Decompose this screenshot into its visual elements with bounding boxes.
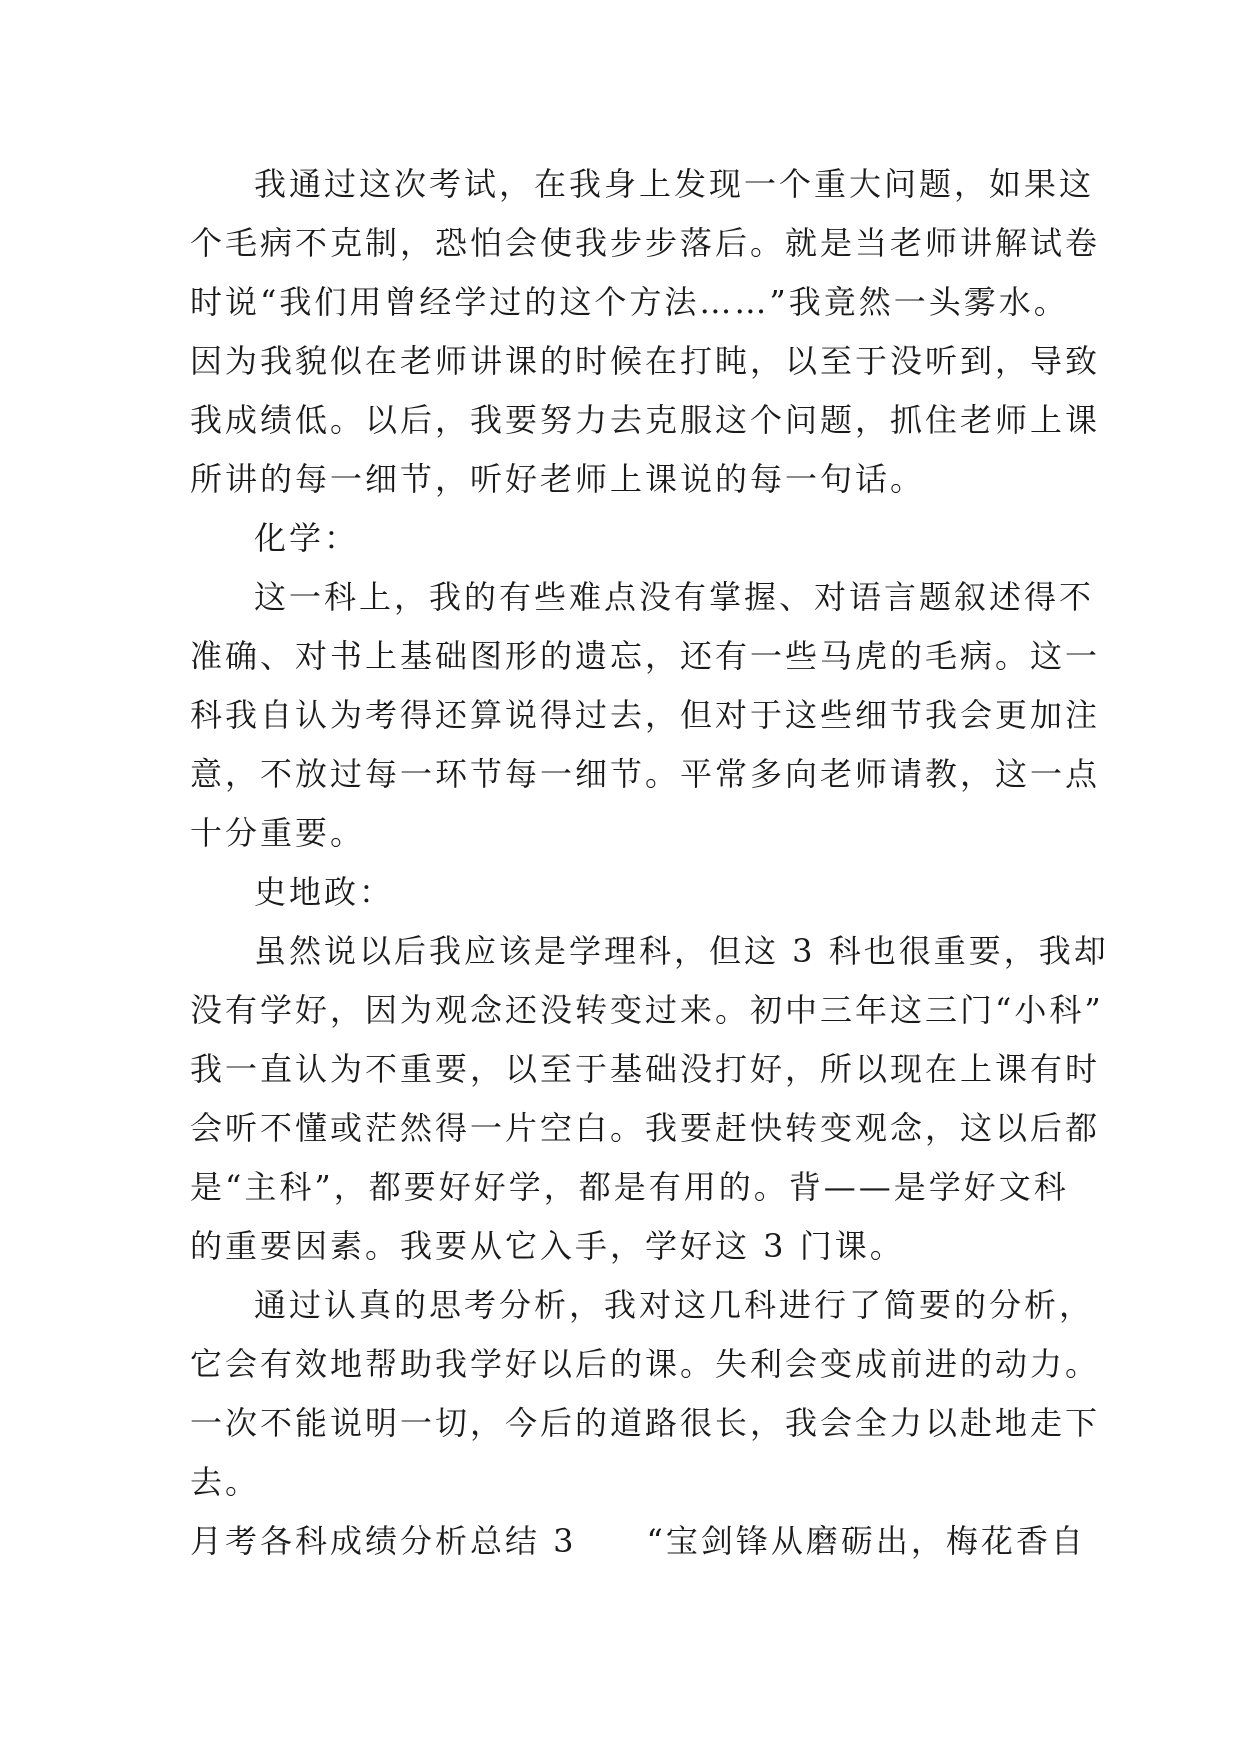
text-line: 我成绩低。以后，我要努力去克服这个问题，抓住老师上课 xyxy=(190,401,1101,439)
text-line: 时说“我们用曾经学过的这个方法……”我竟然一头雾水。 xyxy=(190,283,1069,321)
text-line: 它会有效地帮助我学好以后的课。失利会变成前进的动力。 xyxy=(190,1345,1101,1383)
text-line: 个毛病不克制，恐怕会使我步步落后。就是当老师讲解试卷 xyxy=(190,224,1101,262)
text-line: 月考各科成绩分析总结 3 “宝剑锋从磨砺出，梅花香自 xyxy=(190,1522,1086,1560)
text-line: 我通过这次考试，在我身上发现一个重大问题，如果这 xyxy=(254,165,1095,203)
section-heading: 化学： xyxy=(254,519,360,557)
text-line: 没有学好，因为观念还没转变过来。初中三年这三门“小科” xyxy=(190,991,1104,1029)
text-line: 意，不放过每一环节每一细节。平常多向老师请教，这一点 xyxy=(190,755,1101,793)
text-line: 准确、对书上基础图形的遗忘，还有一些马虎的毛病。这一 xyxy=(190,637,1101,675)
text-line: 所讲的每一细节，听好老师上课说的每一句话。 xyxy=(190,460,926,498)
text-line: 一次不能说明一切，今后的道路很长，我会全力以赴地走下 xyxy=(190,1404,1101,1442)
text-line: 是“主科”，都要好好学，都是有用的。背——是学好文科 xyxy=(190,1168,1069,1206)
text-line: 这一科上，我的有些难点没有掌握、对语言题叙述得不 xyxy=(254,578,1095,616)
text-line: 去。 xyxy=(190,1463,261,1501)
text-line: 我一直认为不重要，以至于基础没打好，所以现在上课有时 xyxy=(190,1050,1101,1088)
document-body xyxy=(190,155,1109,1571)
text-line: 虽然说以后我应该是学理科，但这 3 科也很重要，我却 xyxy=(254,932,1109,970)
text-line: 通过认真的思考分析，我对这几科进行了简要的分析， xyxy=(254,1286,1095,1324)
text-line: 会听不懂或茫然得一片空白。我要赶快转变观念，这以后都 xyxy=(190,1109,1101,1147)
text-line: 科我自认为考得还算说得过去，但对于这些细节我会更加注 xyxy=(190,696,1101,734)
text-line: 十分重要。 xyxy=(190,814,366,852)
text-line: 的重要因素。我要从它入手，学好这 3 门课。 xyxy=(190,1227,905,1265)
text-line: 因为我貌似在老师讲课的时候在打盹，以至于没听到，导致 xyxy=(190,342,1101,380)
section-heading: 史地政： xyxy=(254,873,395,911)
